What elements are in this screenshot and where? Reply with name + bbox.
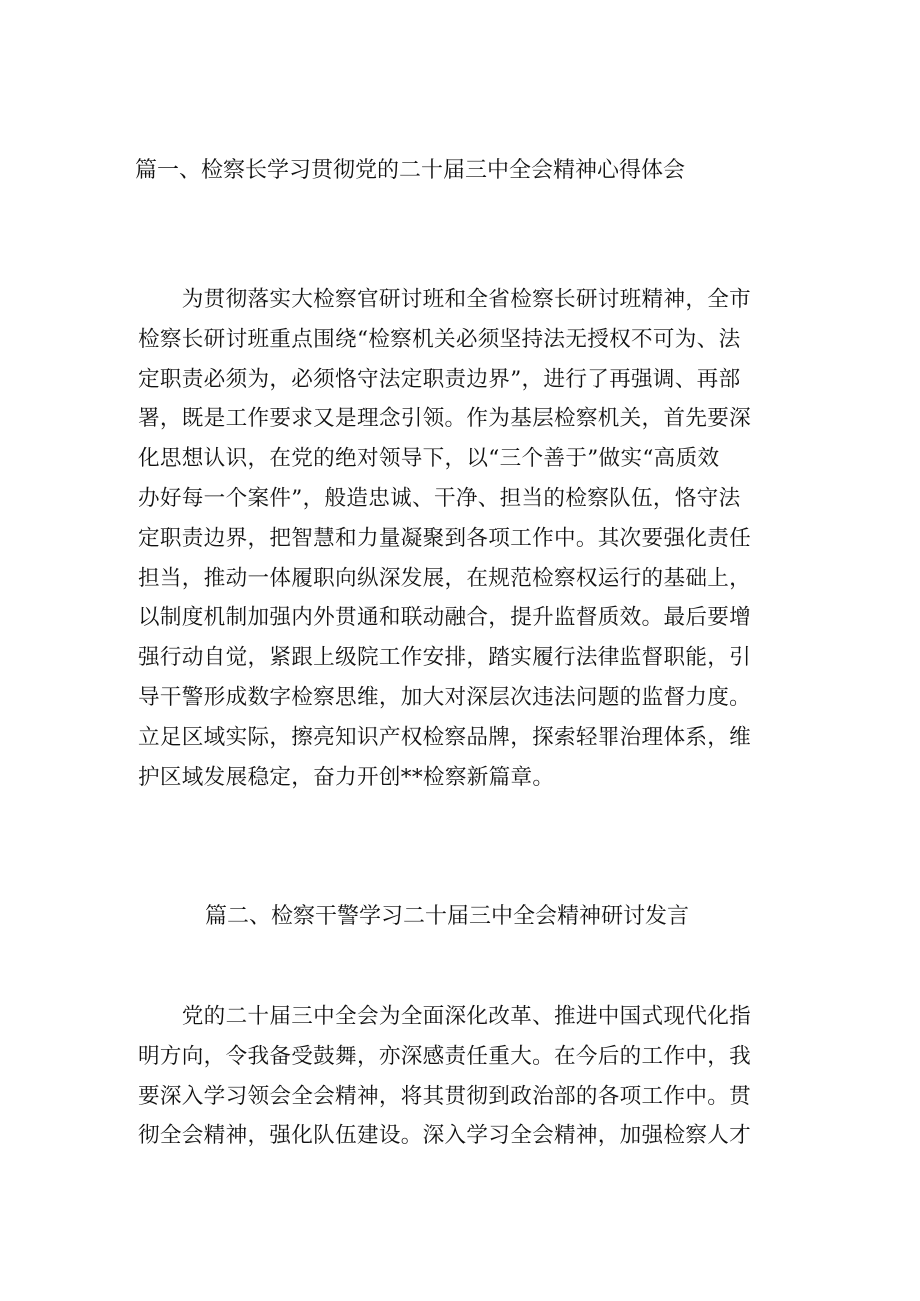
text-line: 立足区域实际，擦亮知识产权检察品牌，探索轻罪治理体系，维 xyxy=(138,724,752,750)
text-line: 以制度机制加强内外贯通和联动融合，提升监督质效。最后要增 xyxy=(138,605,752,631)
text-line: 定职责必须为，必须恪守法定职责边界”，进行了再强调、再部 xyxy=(138,366,741,392)
text-line: 护区域发展稳定，奋力开创**检察新篇章。 xyxy=(138,764,555,790)
text-line: 彻全会精神，强化队伍建设。深入学习全会精神，加强检察人才 xyxy=(138,1123,752,1149)
text-line: 办好每一个案件”，般造忠诚、干净、担当的检察队伍，恪守法 xyxy=(138,485,741,511)
text-line: 担当，推动一体履职向纵深发展，在规范检察权运行的基础上， xyxy=(138,565,752,591)
section-title-2: 篇二、检察干警学习二十届三中全会精神研讨发言 xyxy=(205,904,690,929)
text-line: 强行动自觉，紧跟上级院工作安排，踏实履行法律监督职能，引 xyxy=(138,645,752,671)
text-line: 署，既是工作要求又是理念引领。作为基层检察机关，首先要深 xyxy=(138,406,752,432)
section-title-1: 篇一、检察长学习贯彻党的二十届三中全会精神心得体会 xyxy=(135,158,686,183)
text-line: 为贯彻落实大检察官研讨班和全省检察长研讨班精神，全市 xyxy=(138,287,752,312)
text-line: 要深入学习领会全会精神，将其贯彻到政治部的各项工作中。贯 xyxy=(138,1083,752,1109)
text-line: 化思想认识，在党的绝对领导下，以“三个善于”做实“高质效 xyxy=(138,446,720,472)
text-line: 定职责边界，把智慧和力量凝聚到各项工作中。其次要强化责任 xyxy=(138,525,752,551)
text-line: 党的二十届三中全会为全面深化改革、推进中国式现代化指 xyxy=(138,1004,752,1029)
text-line: 明方向，令我备受鼓舞，亦深感责任重大。在今后的工作中，我 xyxy=(138,1043,752,1069)
text-line: 导干警形成数字检察思维，加大对深层次违法问题的监督力度。 xyxy=(138,684,752,710)
text-line: 检察长研讨班重点围绕“检察机关必须坚持法无授权不可为、法 xyxy=(138,326,741,352)
section-1-paragraph xyxy=(138,280,788,797)
section-2-paragraph xyxy=(138,997,788,1156)
